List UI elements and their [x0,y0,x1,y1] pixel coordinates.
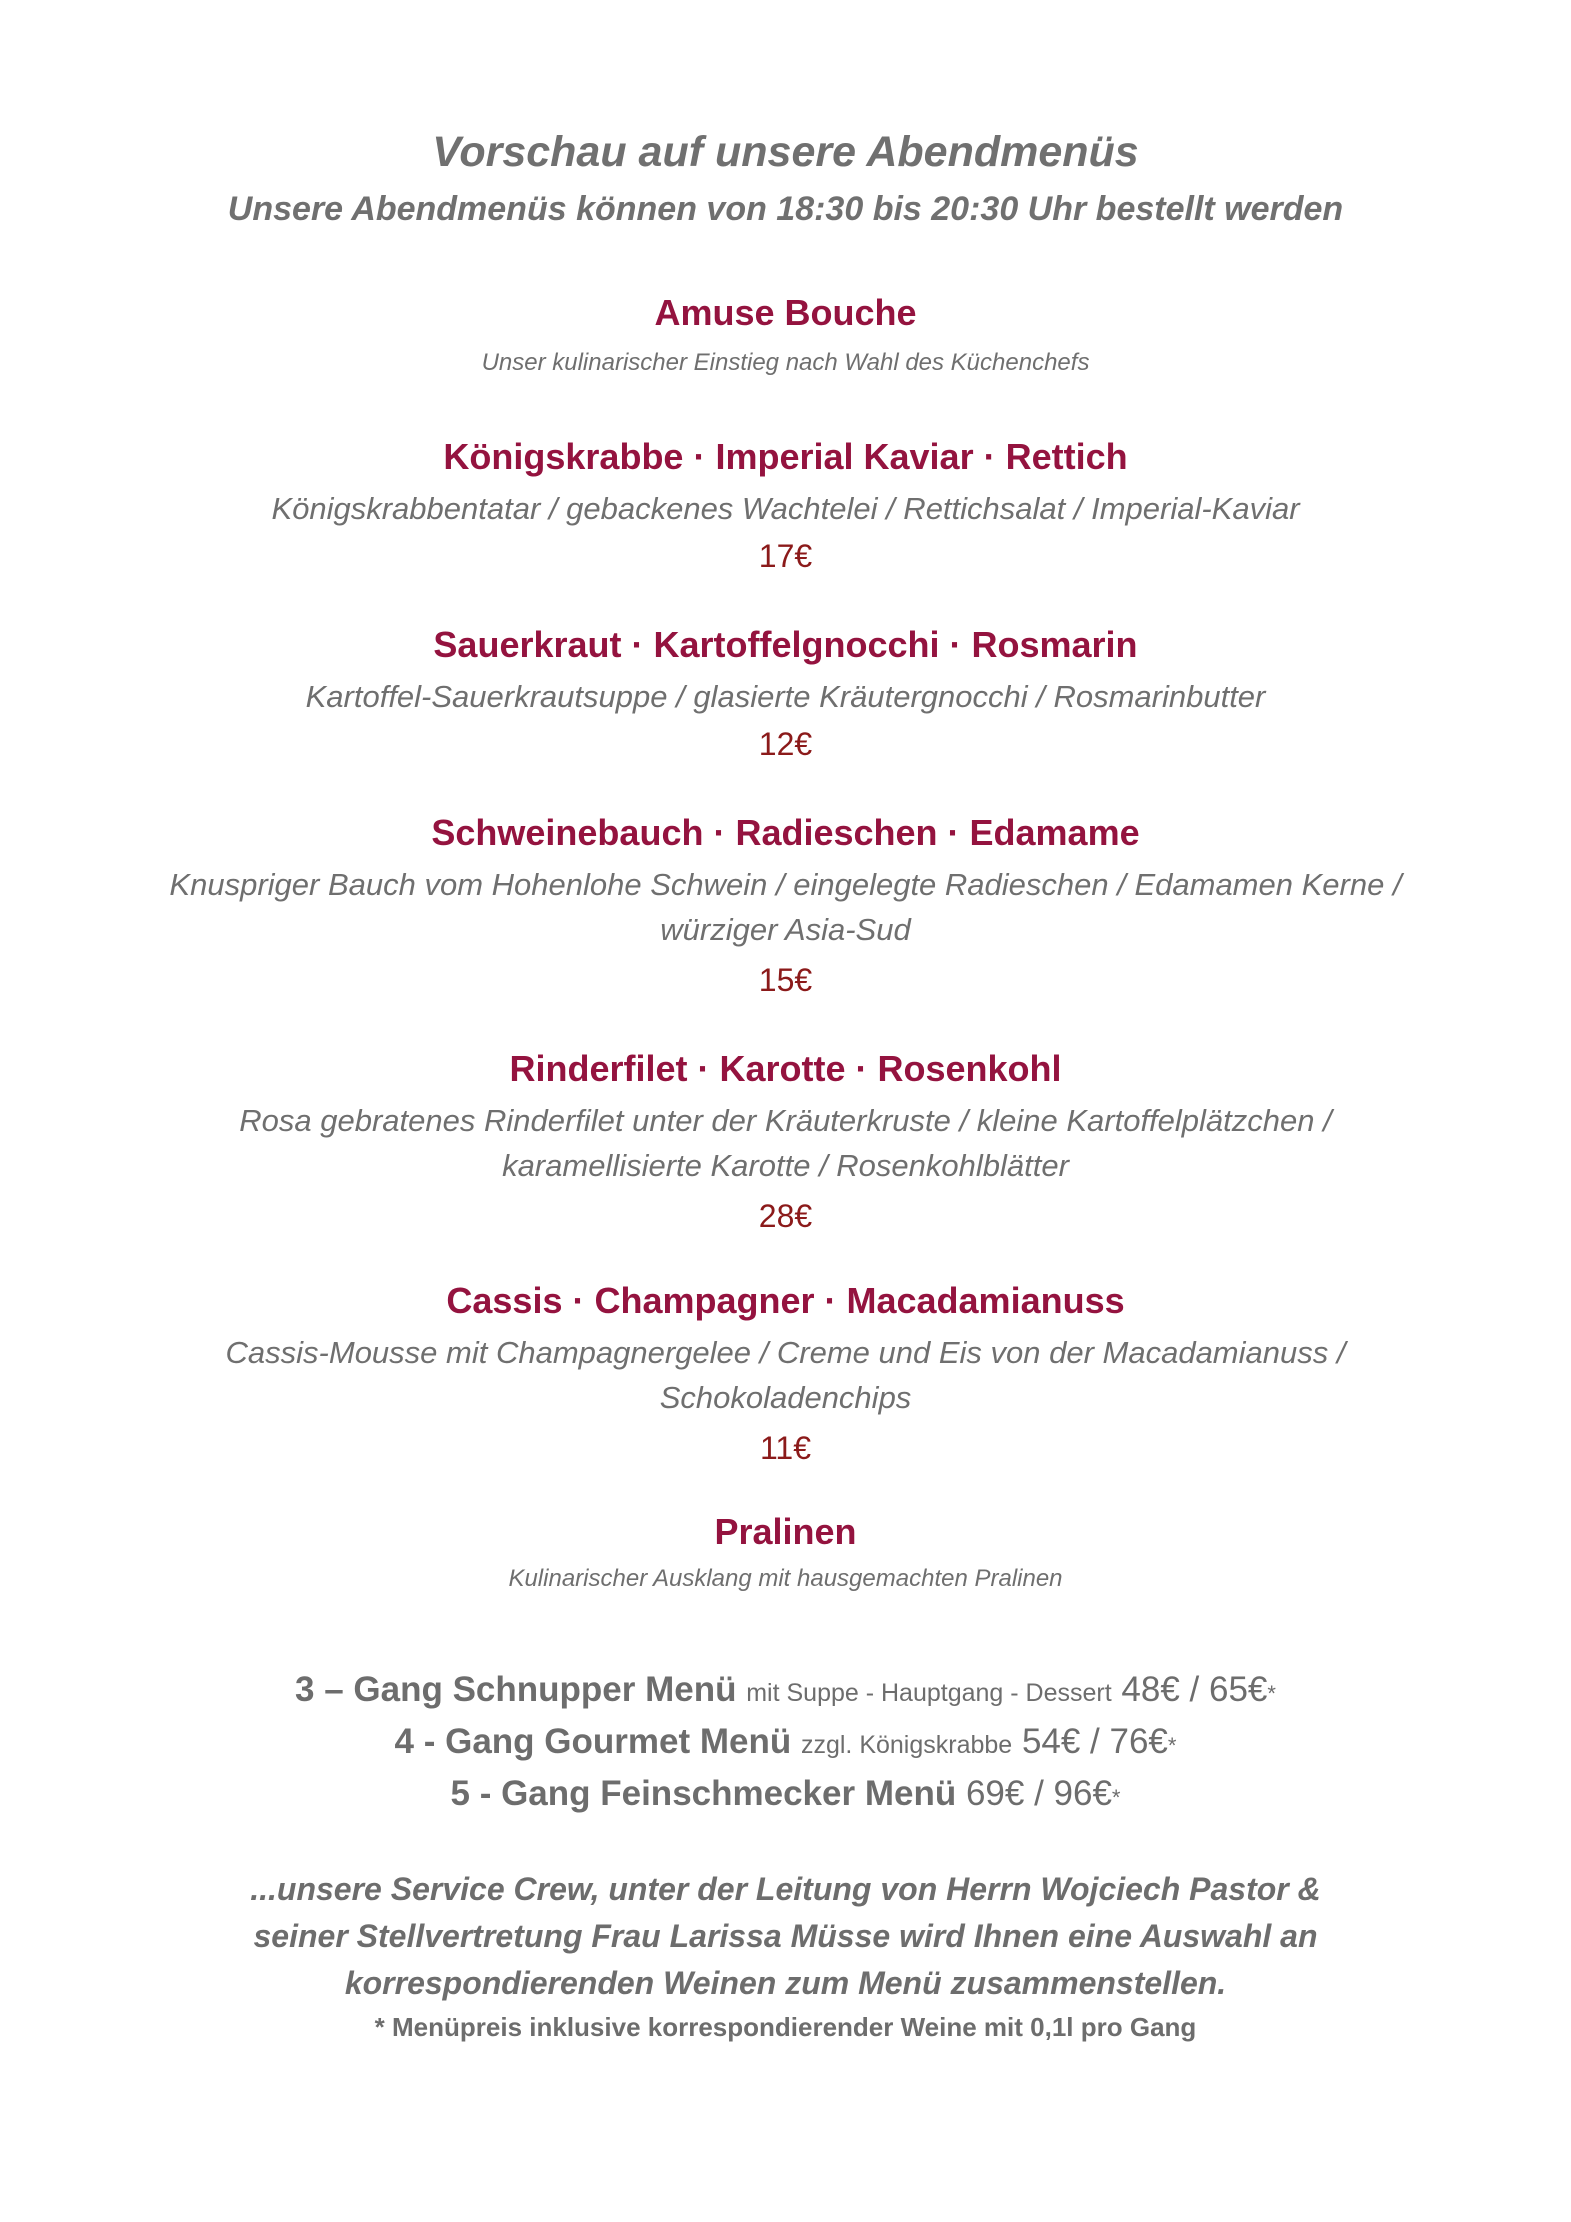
course-desc-rinderfilet-line2: karamellisierte Karotte / Rosenkohlblätter [502,1148,1069,1183]
course-desc-amuse-bouche: Unser kulinarischer Einstieg nach Wahl des Küchenchefs [481,349,1090,376]
menu-option-star: * [1267,1681,1276,1706]
service-note-line1: ...unsere Service Crew, unter der Leitung von Herrn Wojciech Pastor & [250,1871,1321,1907]
course-price-schweinebauch: 15€ [758,962,813,998]
menu-option-name: 3 – Gang Schnupper Menü [295,1670,737,1709]
course-price-cassis: 11€ [759,1430,811,1466]
course-desc-schweinebauch-line2: würziger Asia-Sud [660,912,911,947]
menu-option-3-gang [0,1670,1571,1710]
course-name-schweinebauch: Schweinebauch · Radieschen · Edamame [431,812,1140,853]
menu-option-5-gang [0,1774,1571,1814]
menu-option-price: 48€ / 65€ [1121,1670,1268,1709]
course-desc-pralinen: Kulinarischer Ausklang mit hausgemachten Pralinen [508,1565,1063,1592]
course-name-pralinen: Pralinen [714,1511,857,1552]
menu-option-name: 4 - Gang Gourmet Menü [394,1722,792,1761]
service-note-line3: korrespondierenden Weinen zum Menü zusammenstellen. [344,1965,1227,2001]
course-desc-cassis-line1: Cassis-Mousse mit Champagnergelee / Creme und Eis von der Macadamianuss / [225,1335,1346,1370]
page-subtitle: Unsere Abendmenüs können von 18:30 bis 20:30 Uhr bestellt werden [227,190,1344,228]
course-name-amuse-bouche: Amuse Bouche [654,292,917,333]
menu-option-name: 5 - Gang Feinschmecker Menü [450,1774,957,1813]
page-title: Vorschau auf unsere Abendmenüs [432,128,1139,176]
menu-option-extra: zzgl. Königskrabbe [800,1731,1013,1759]
course-desc-cassis-line2: Schokoladenchips [659,1380,912,1415]
menu-option-price: 54€ / 76€ [1021,1722,1168,1761]
course-price-koenigskrabbe: 17€ [758,538,813,574]
course-price-rinderfilet: 28€ [758,1198,813,1234]
course-desc-sauerkraut: Kartoffel-Sauerkrautsuppe / glasierte Kräutergnocchi / Rosmarinbutter [305,679,1266,714]
menu-option-extra: mit Suppe - Hauptgang - Dessert [746,1679,1112,1707]
service-note-line2: seiner Stellvertretung Frau Larissa Müsse wird Ihnen eine Auswahl an [253,1918,1318,1954]
menu-option-star: * [1111,1785,1121,1810]
course-desc-koenigskrabbe: Königskrabbentatar / gebackenes Wachtelei / Rettichsalat / Imperial-Kaviar [271,491,1300,526]
menu-option-4-gang [0,1722,1571,1762]
course-name-rinderfilet: Rinderfilet · Karotte · Rosenkohl [509,1048,1062,1089]
course-desc-rinderfilet-line1: Rosa gebratenes Rinderfilet unter der Kräuterkruste / kleine Kartoffelplätzchen / [239,1103,1332,1138]
price-footnote: * Menüpreis inklusive korrespondierender Weine mit 0,1l pro Gang [374,2012,1197,2042]
course-price-sauerkraut: 12€ [758,726,813,762]
menu-option-star: * [1167,1733,1177,1758]
course-name-sauerkraut: Sauerkraut · Kartoffelgnocchi · Rosmarin [433,624,1138,665]
course-name-cassis: Cassis · Champagner · Macadamianuss [446,1280,1125,1321]
course-desc-schweinebauch-line1: Knuspriger Bauch vom Hohenlohe Schwein / eingelegte Radieschen / Edamamen Kerne / [169,867,1402,902]
course-name-koenigskrabbe: Königskrabbe · Imperial Kaviar · Rettich [443,436,1128,477]
menu-option-price: 69€ / 96€ [965,1774,1112,1813]
